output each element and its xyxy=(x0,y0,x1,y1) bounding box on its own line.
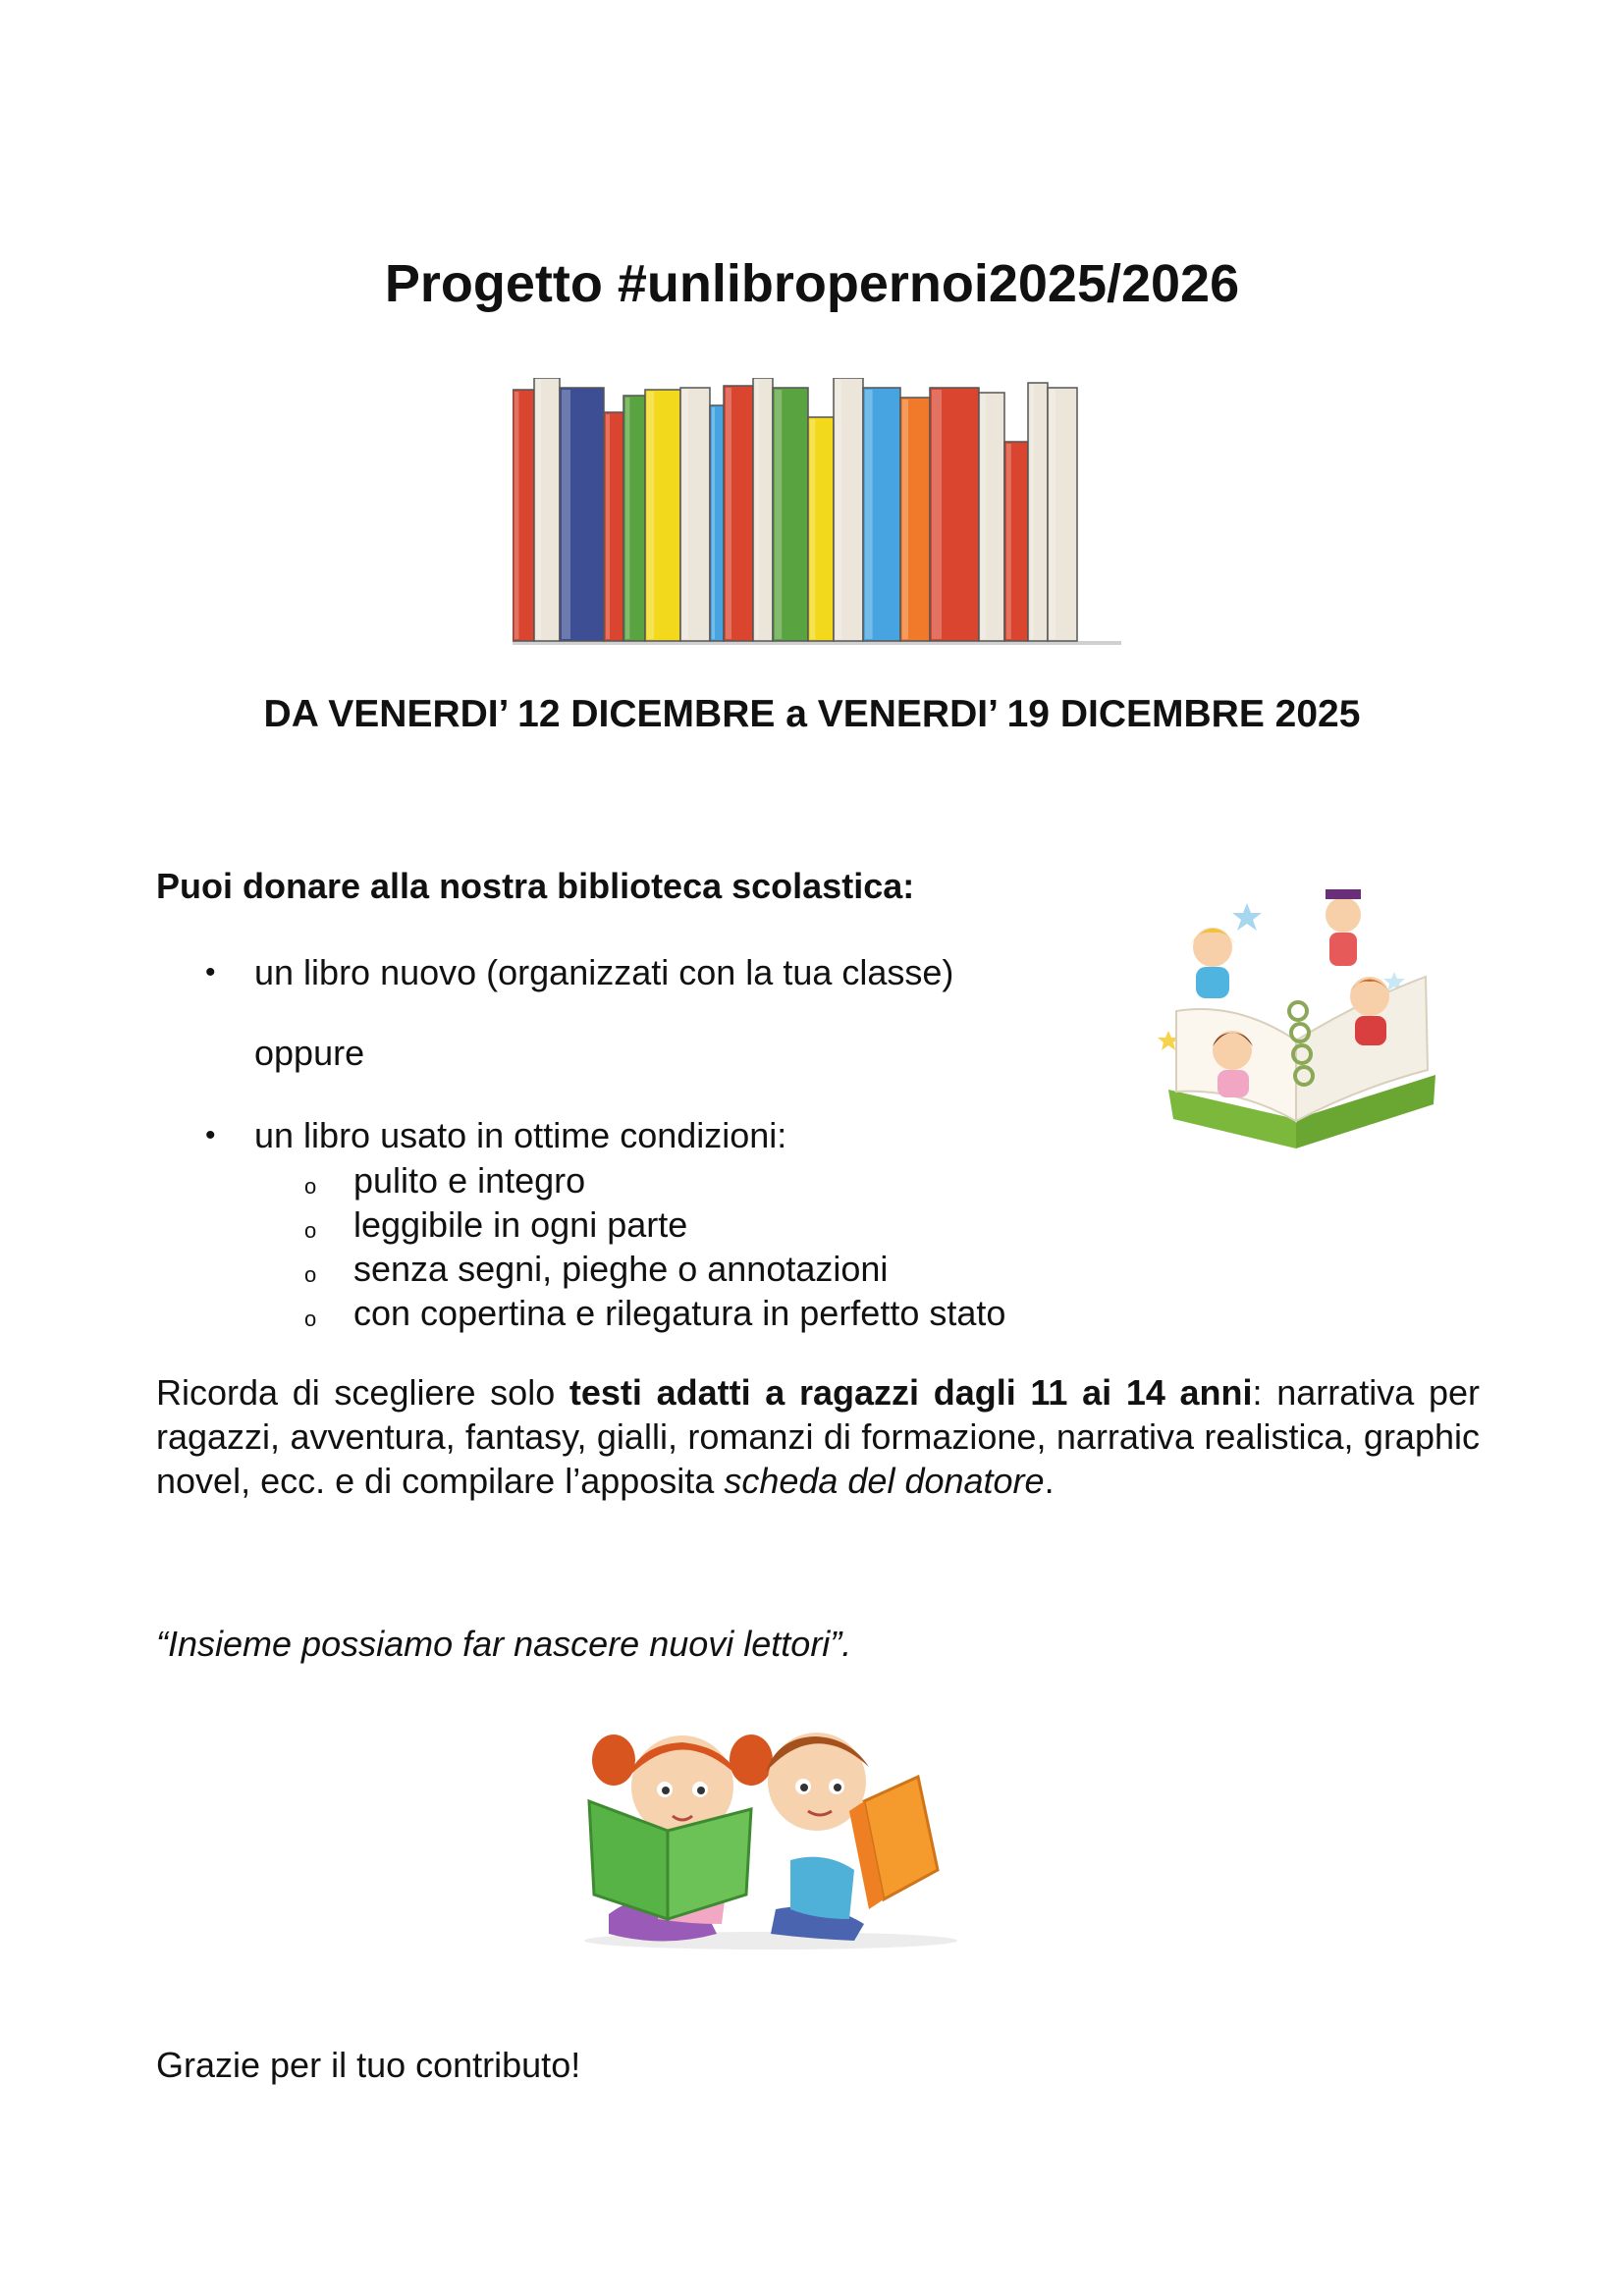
book-spine-highlight xyxy=(647,392,654,639)
paragraph-text: : narrativa per ragazzi, avventura, fantasy, gialli, romanzi di formazione, narrativa realistica, graphic novel, ecc. e di compilare l’apposita xyxy=(156,1372,1480,1501)
thanks-text: Grazie per il tuo contributo! xyxy=(156,2045,581,2085)
sub-list-item-label: pulito e integro xyxy=(353,1160,586,1201)
book-spine-highlight xyxy=(562,390,570,639)
donation-lead: Puoi donare alla nostra biblioteca scolastica: xyxy=(156,866,915,906)
bullet-icon: • xyxy=(205,956,216,988)
motto-quote: “Insieme possiamo far nascere nuovi lettori”. xyxy=(156,1624,852,1664)
book-spine-highlight xyxy=(606,414,610,639)
circle-bullet-icon: o xyxy=(304,1218,317,1243)
bullet-icon: • xyxy=(205,1119,216,1151)
book-spine-highlight xyxy=(902,400,908,639)
circle-bullet-icon: o xyxy=(304,1262,317,1287)
books-row-illustration xyxy=(513,378,1121,648)
circle-bullet-icon: o xyxy=(304,1307,317,1331)
book-spine-highlight xyxy=(712,407,715,639)
book-spine-highlight xyxy=(625,398,629,639)
donor-form-text: scheda del donatore xyxy=(724,1461,1045,1501)
book-spine-highlight xyxy=(536,380,541,639)
guidance-paragraph xyxy=(156,1370,1480,1503)
sub-list-item-label: con copertina e rilegatura in perfetto stato xyxy=(353,1293,1006,1333)
book-spine-highlight xyxy=(755,380,759,639)
children-on-book-illustration xyxy=(1149,864,1455,1158)
book-spine-highlight xyxy=(726,388,731,639)
paragraph-text: . xyxy=(1044,1461,1055,1501)
book-spine-highlight xyxy=(1050,390,1056,639)
paragraph-text: Ricorda di scegliere solo xyxy=(156,1372,569,1413)
list-item-label: un libro nuovo (organizzati con la tua classe) xyxy=(254,952,954,992)
book-spine-highlight xyxy=(981,395,986,639)
book-spine-highlight xyxy=(775,390,782,639)
sub-list-item-label: leggibile in ogni parte xyxy=(353,1204,688,1245)
book-spine-highlight xyxy=(810,419,815,639)
page-title: Progetto #unlibropernoi2025/2026 xyxy=(384,254,1240,313)
book-spine-highlight xyxy=(865,390,873,639)
age-range-text: testi adatti a ragazzi dagli 11 ai 14 anni xyxy=(568,1372,1253,1413)
list-item-label: un libro usato in ottime condizioni: xyxy=(254,1115,787,1155)
sub-list-item-label: senza segni, pieghe o annotazioni xyxy=(353,1249,889,1289)
event-dates: DA VENERDI’ 12 DICEMBRE a VENERDI’ 19 DICEMBRE 2025 xyxy=(263,693,1361,735)
book-spine-highlight xyxy=(682,390,688,639)
book-spine-highlight xyxy=(514,392,518,639)
circle-bullet-icon: o xyxy=(304,1174,317,1199)
book-spine-highlight xyxy=(1006,444,1011,639)
book-spine-highlight xyxy=(932,390,942,639)
children-reading-illustration xyxy=(569,1713,972,1953)
separator-text: oppure xyxy=(254,1033,365,1073)
book-spine-highlight xyxy=(1030,385,1034,639)
book-spine-highlight xyxy=(836,380,841,639)
